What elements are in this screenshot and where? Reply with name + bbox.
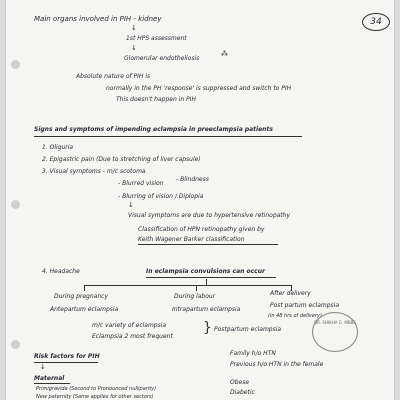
branch-1a: During pregnancy (54, 293, 108, 300)
note-2: Eclampsia 2 most frequent (92, 333, 173, 340)
underline (146, 277, 276, 278)
sign-2: 2. Epigastric pain (Due to stretching of liver capsule) (42, 156, 201, 163)
arrow-down: ↓ (131, 44, 137, 52)
tree-line (84, 285, 292, 286)
sign-3d: Visual symptoms are due to hypertensive retinopathy (128, 212, 291, 219)
branch-3c: (in 48 hrs of delivery) (268, 313, 322, 319)
branch-3a: After delivery (270, 290, 311, 297)
sec1-line2: 1st HPS assessment (126, 35, 187, 42)
note-3: Postpartum eclampsia (214, 326, 282, 333)
sign-3c: - Blurring of vision / Diplopia (118, 193, 204, 200)
branch-1b: Antepartum eclampsia (50, 306, 119, 313)
tree-line (196, 285, 197, 291)
maternal-heading: Maternal (34, 375, 65, 382)
doctor-stamp: DR. SHIKHA G. MBBS (312, 312, 358, 352)
punch-hole (11, 60, 20, 69)
sec3-heading: In eclampsia convulsions can occur (146, 268, 265, 275)
risk-r3: Obese (230, 379, 250, 386)
tree-line (84, 285, 85, 291)
page-number: 34 (362, 13, 390, 31)
arrow-down: ↓ (128, 201, 134, 209)
arrow-down: ↓ (131, 24, 137, 32)
branch-2a: During labour (174, 293, 216, 300)
sec1-line4: Absolute nature of PIH is (76, 73, 151, 80)
sign-3a: - Blurred vision (118, 180, 164, 187)
risk-l2: New paternity (Same applies for other sectors) (36, 394, 154, 400)
risk-l1: Primigravida (Second to Pronounced nulliparity) (36, 386, 157, 392)
note-1: m/c variety of eclampsia (92, 322, 167, 329)
sec4-heading: Risk factors for PIH (34, 353, 100, 360)
underline (34, 383, 70, 384)
sign-3f: Keith Wagener Barker classification (138, 236, 245, 243)
sign-3: 3. Visual symptoms - m/c scotoma (42, 168, 146, 175)
brace: } (203, 320, 212, 336)
sec1-line6: This doesn't happen in PIH (116, 96, 196, 103)
risk-r4: Diabetic (230, 389, 255, 396)
sign-1: 1. Oliguria (42, 144, 74, 151)
scribble-mark: ⁂ (221, 50, 228, 58)
risk-r2: Previous h/o HTN in the female (230, 361, 324, 368)
sec1-line3: Glomerular endotheliosis (124, 55, 200, 62)
sign-3e: Classification of HPN retinopathy given by (138, 226, 265, 233)
risk-r1: Family h/o HTN (230, 350, 276, 357)
sec1-line1: Main organs involved in PIH - kidney (34, 15, 162, 23)
underline (34, 136, 302, 137)
punch-hole (11, 340, 20, 349)
sec1-line5: normally in the PH 'response' is suppressed and switch to PIH (106, 85, 292, 92)
sign-4: 4. Headache (42, 268, 80, 275)
underline (138, 244, 278, 245)
arrow-down: ↓ (40, 363, 46, 371)
notebook-page (6, 0, 394, 400)
sign-3b: - Blindness (176, 176, 209, 183)
branch-2b: Intrapartum eclampsia (172, 306, 241, 313)
sec2-heading: Signs and symptoms of impending eclampsia in preeclampsia patients (34, 126, 273, 133)
punch-hole (11, 200, 20, 209)
branch-3b: Post partum eclampsia (270, 302, 339, 309)
